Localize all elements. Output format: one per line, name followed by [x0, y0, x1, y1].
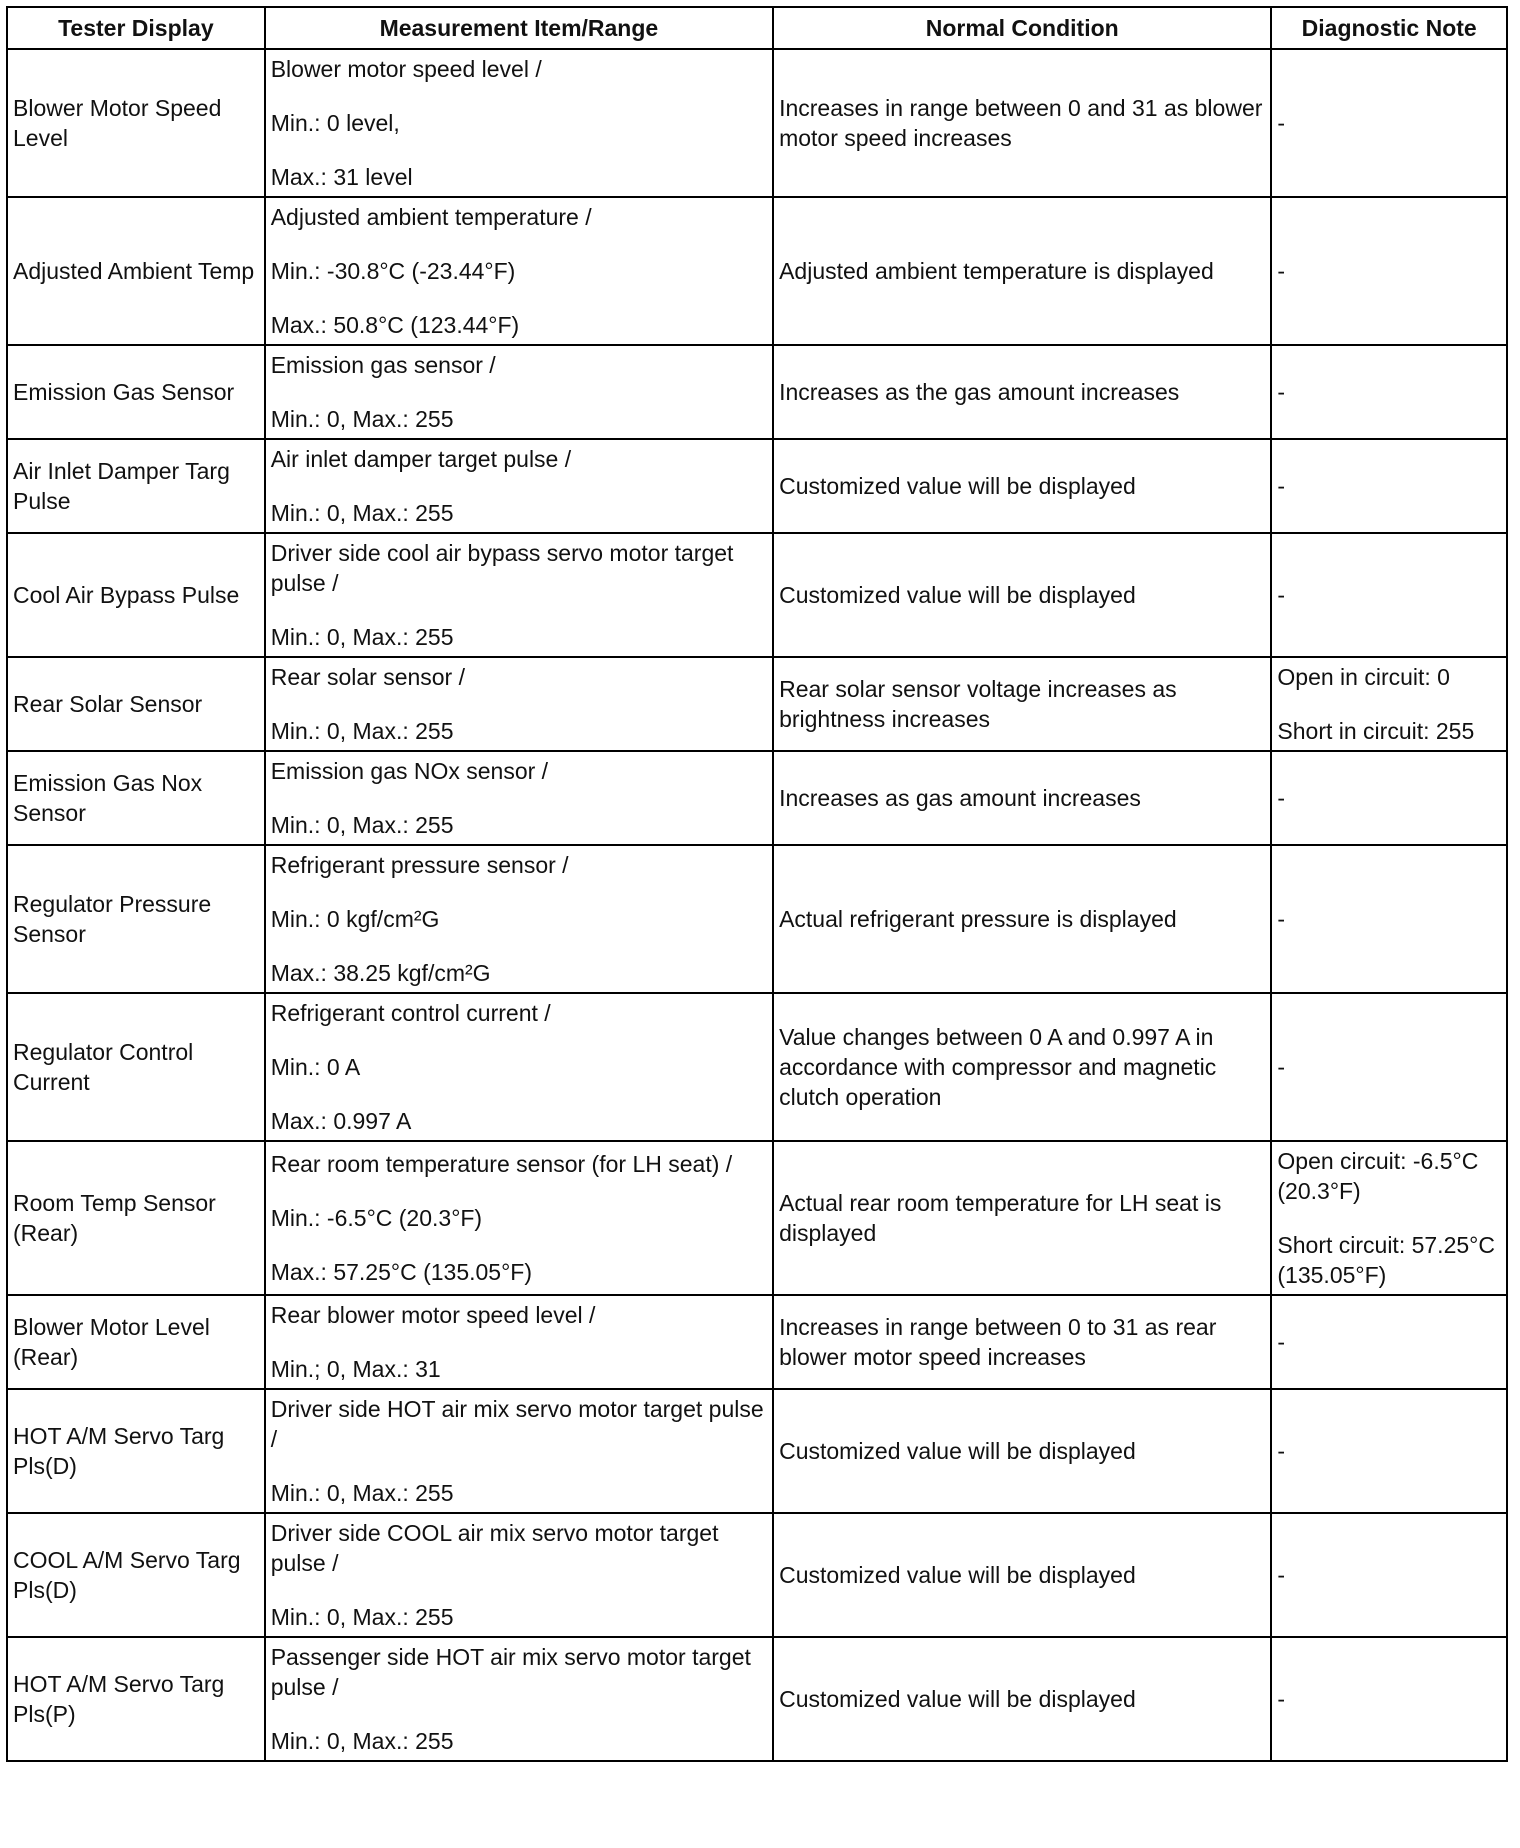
range-line: Air inlet damper target pulse / [270, 446, 572, 472]
table-row [7, 657, 1507, 751]
note-line: - [1277, 1562, 1286, 1588]
tester-display-cell: Regulator Control Current [7, 993, 265, 1141]
tester-display-cell: HOT A/M Servo Targ Pls(P) [7, 1637, 265, 1761]
header-measurement: Measurement Item/Range [265, 7, 773, 49]
normal-condition-cell: Increases as gas amount increases [773, 751, 1271, 845]
note-line: Short in circuit: 255 [1277, 718, 1475, 744]
note-line: - [1277, 1054, 1286, 1080]
diagnostic-note-cell [1271, 845, 1507, 993]
header-diagnostic-note: Diagnostic Note [1271, 7, 1507, 49]
tester-display-cell: Air Inlet Damper Targ Pulse [7, 439, 265, 533]
range-line: Max.: 50.8°C (123.44°F) [270, 312, 520, 338]
measurement-range-cell [265, 993, 773, 1141]
range-line: Min.: 0 A [270, 1054, 361, 1080]
diagnostic-note-cell [1271, 1389, 1507, 1513]
note-line: - [1277, 1686, 1286, 1712]
table-row [7, 1389, 1507, 1513]
table-row [7, 345, 1507, 439]
normal-condition-cell: Customized value will be displayed [773, 1513, 1271, 1637]
normal-condition-cell: Customized value will be displayed [773, 439, 1271, 533]
header-tester-display: Tester Display [7, 7, 265, 49]
measurement-range-cell [265, 533, 773, 657]
range-line: Max.: 57.25°C (135.05°F) [270, 1259, 532, 1285]
diagnostic-note-cell [1271, 751, 1507, 845]
range-line: Driver side cool air bypass servo motor target pulse / [270, 540, 734, 596]
normal-condition-cell: Actual rear room temperature for LH seat is displayed [773, 1141, 1271, 1295]
table-body [7, 49, 1507, 1761]
range-line: Refrigerant pressure sensor / [270, 852, 569, 878]
note-line: - [1277, 1329, 1286, 1355]
note-line: Open in circuit: 0 [1277, 664, 1450, 690]
range-line: Min.: 0, Max.: 255 [270, 812, 454, 838]
range-line: Rear room temperature sensor (for LH seat) / [270, 1151, 733, 1177]
range-line: Blower motor speed level / [270, 56, 542, 82]
normal-condition-cell: Customized value will be displayed [773, 1389, 1271, 1513]
range-line: Driver side HOT air mix servo motor target pulse / [270, 1396, 764, 1452]
measurement-range-cell [265, 345, 773, 439]
tester-display-cell: Room Temp Sensor (Rear) [7, 1141, 265, 1295]
normal-condition-cell: Increases in range between 0 and 31 as blower motor speed increases [773, 49, 1271, 197]
range-line: Min.: 0, Max.: 255 [270, 1604, 454, 1630]
measurement-range-cell [265, 1389, 773, 1513]
range-line: Rear solar sensor / [270, 664, 466, 690]
measurement-range-cell [265, 1513, 773, 1637]
normal-condition-cell: Value changes between 0 A and 0.997 A in accordance with compressor and magnetic clutch operation [773, 993, 1271, 1141]
tester-display-cell: Blower Motor Speed Level [7, 49, 265, 197]
range-line: Min.: 0 level, [270, 110, 400, 136]
table-row [7, 197, 1507, 345]
note-line: - [1277, 379, 1286, 405]
measurement-range-cell [265, 49, 773, 197]
note-line: - [1277, 110, 1286, 136]
tester-display-cell: HOT A/M Servo Targ Pls(D) [7, 1389, 265, 1513]
diagnostic-note-cell [1271, 1295, 1507, 1389]
measurement-range-cell [265, 657, 773, 751]
note-line: - [1277, 785, 1286, 811]
note-line: - [1277, 473, 1286, 499]
tester-display-cell: Emission Gas Sensor [7, 345, 265, 439]
table-row [7, 533, 1507, 657]
note-line: - [1277, 258, 1286, 284]
range-line: Passenger side HOT air mix servo motor target pulse / [270, 1644, 751, 1700]
tester-display-cell: Rear Solar Sensor [7, 657, 265, 751]
measurement-range-cell [265, 439, 773, 533]
range-line: Min.: 0, Max.: 255 [270, 406, 454, 432]
table-row [7, 1295, 1507, 1389]
measurement-range-cell [265, 751, 773, 845]
range-line: Emission gas NOx sensor / [270, 758, 549, 784]
table-row [7, 439, 1507, 533]
diagnostic-note-cell [1271, 197, 1507, 345]
range-line: Min.: 0, Max.: 255 [270, 624, 454, 650]
normal-condition-cell: Rear solar sensor voltage increases as brightness increases [773, 657, 1271, 751]
diagnostic-note-cell [1271, 993, 1507, 1141]
range-line: Driver side COOL air mix servo motor target pulse / [270, 1520, 719, 1576]
table-row [7, 845, 1507, 993]
diagnostic-note-cell [1271, 533, 1507, 657]
range-line: Refrigerant control current / [270, 1000, 551, 1026]
note-line: Short circuit: 57.25°C (135.05°F) [1277, 1232, 1495, 1288]
range-line: Max.: 31 level [270, 164, 413, 190]
measurement-range-cell [265, 1141, 773, 1295]
diagnostic-note-cell [1271, 1637, 1507, 1761]
normal-condition-cell: Customized value will be displayed [773, 1637, 1271, 1761]
tester-display-cell: Adjusted Ambient Temp [7, 197, 265, 345]
range-line: Max.: 0.997 A [270, 1108, 412, 1134]
tester-display-cell: Regulator Pressure Sensor [7, 845, 265, 993]
diagnostic-note-cell [1271, 657, 1507, 751]
measurement-range-cell [265, 1637, 773, 1761]
tester-display-cell: COOL A/M Servo Targ Pls(D) [7, 1513, 265, 1637]
measurement-range-cell [265, 197, 773, 345]
diagnostic-note-cell [1271, 1513, 1507, 1637]
table-row [7, 751, 1507, 845]
range-line: Min.: 0, Max.: 255 [270, 500, 454, 526]
range-line: Emission gas sensor / [270, 352, 496, 378]
note-line: - [1277, 582, 1286, 608]
data-list-table [6, 6, 1508, 1762]
table-row [7, 1513, 1507, 1637]
header-normal-condition: Normal Condition [773, 7, 1271, 49]
range-line: Adjusted ambient temperature / [270, 204, 592, 230]
range-line: Rear blower motor speed level / [270, 1302, 596, 1328]
note-line: - [1277, 1438, 1286, 1464]
normal-condition-cell: Customized value will be displayed [773, 533, 1271, 657]
normal-condition-cell: Increases as the gas amount increases [773, 345, 1271, 439]
note-line: - [1277, 906, 1286, 932]
table-row [7, 993, 1507, 1141]
tester-display-cell: Cool Air Bypass Pulse [7, 533, 265, 657]
measurement-range-cell [265, 845, 773, 993]
range-line: Min.: 0, Max.: 255 [270, 1728, 454, 1754]
tester-display-cell: Blower Motor Level (Rear) [7, 1295, 265, 1389]
table-row [7, 1141, 1507, 1295]
normal-condition-cell: Adjusted ambient temperature is displayed [773, 197, 1271, 345]
table-row [7, 49, 1507, 197]
table-header-row [7, 7, 1507, 49]
normal-condition-cell: Increases in range between 0 to 31 as rear blower motor speed increases [773, 1295, 1271, 1389]
range-line: Min.: -6.5°C (20.3°F) [270, 1205, 483, 1231]
diagnostic-note-cell [1271, 345, 1507, 439]
normal-condition-cell: Actual refrigerant pressure is displayed [773, 845, 1271, 993]
diagnostic-note-cell [1271, 1141, 1507, 1295]
diagnostic-note-cell [1271, 49, 1507, 197]
tester-display-cell: Emission Gas Nox Sensor [7, 751, 265, 845]
table-row [7, 1637, 1507, 1761]
range-line: Max.: 38.25 kgf/cm²G [270, 960, 491, 986]
range-line: Min.; 0, Max.: 31 [270, 1356, 441, 1382]
range-line: Min.: 0 kgf/cm²G [270, 906, 440, 932]
note-line: Open circuit: -6.5°C (20.3°F) [1277, 1148, 1479, 1204]
range-line: Min.: 0, Max.: 255 [270, 718, 454, 744]
measurement-range-cell [265, 1295, 773, 1389]
range-line: Min.: 0, Max.: 255 [270, 1480, 454, 1506]
diagnostic-note-cell [1271, 439, 1507, 533]
range-line: Min.: -30.8°C (-23.44°F) [270, 258, 516, 284]
